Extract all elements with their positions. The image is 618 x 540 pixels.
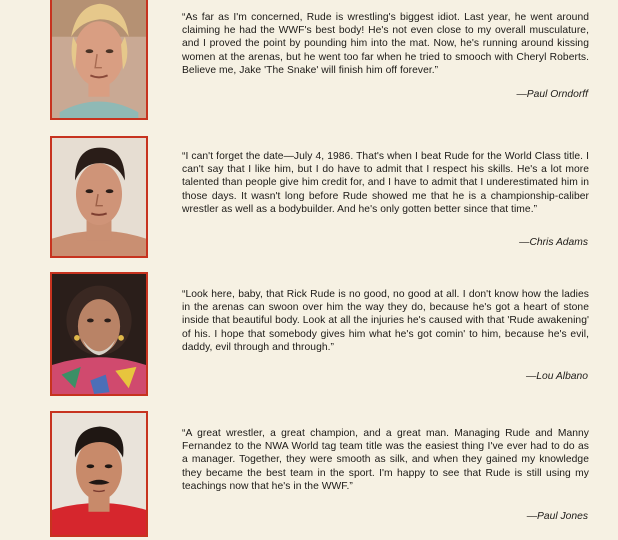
testimonial-quote: “As far as I'm concerned, Rude is wrestling's biggest idiot. Last year, he went around claiming he had the WWF's best body! He's not even close to my overall musculature, and I proved the point by pounding him into the mat. Now, he's running around kissing women at the arenas, but he went too far when he tried to smooch with Cheryl Roberts. Believe me, Jake 'The Snake' will finish him off forever.”	[182, 12, 589, 76]
testimonial-quote: “I can't forget the date—July 4, 1986. That's when I beat Rude for the World Class title. I can't say that I like him, but I do have to admit that I respect his skills. He's a lot more talented than people give him credit for, and I have to admit that I underestimated him in those days. It wasn't long before Rude showed me that he is a championship-caliber wrestler as well as a bodybuilder. And he's only gotten better since that time.”	[182, 151, 589, 215]
wrestler-portrait-blond-icon	[50, 0, 148, 120]
testimonial-quote: “Look here, baby, that Rick Rude is no good, no good at all. I don't know how the ladies in the arenas can swoon over him the way they do, because he's got a heart of stone inside that beautiful body. Look at all the injuries he's caused with that 'Rude awakening' of his. I hope that somebody gives him what he's got comin' to him, because he's evil, daddy, evil through and through.”	[182, 289, 589, 353]
testimonial-attribution: —Paul Orndorff	[516, 89, 588, 100]
testimonial-attribution: —Paul Jones	[526, 511, 588, 522]
manager-portrait-curly-hair-icon	[50, 272, 148, 396]
testimonial-attribution: —Chris Adams	[519, 237, 588, 248]
wrestler-portrait-dark-hair-icon	[50, 136, 148, 258]
testimonial-quote: “A great wrestler, a great champion, and a great man. Managing Rude and Manny Fernandez to the NWA World tag team title was the easiest thing I've ever had to do as a manager. Together, they were smooth as silk, and when they gained my knowledge they became the best team in the sport. I'm happy to see that Rude is still using my teachings now that he's in the WWF.”	[182, 428, 589, 492]
testimonial-attribution: —Lou Albano	[525, 371, 588, 382]
manager-portrait-mustache-icon	[50, 411, 148, 537]
